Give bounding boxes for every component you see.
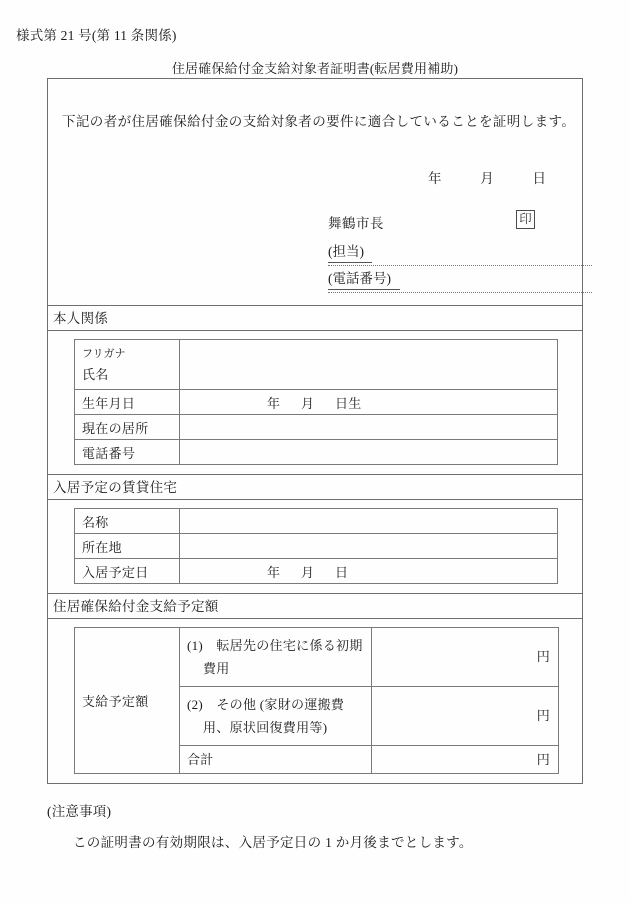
payment-amount-table: [74, 627, 559, 774]
row-label-fullname: 氏名: [82, 367, 109, 382]
amount-item-2-value[interactable]: [372, 687, 559, 746]
amount-total-value[interactable]: [372, 746, 559, 774]
personal-table-wrap: [48, 330, 582, 474]
movein-day: 日: [335, 564, 349, 580]
birthdate-ymd: [187, 393, 557, 412]
amount-item-2-line1: (2) その他 (家財の運搬費: [187, 697, 345, 712]
form-number: 様式第 21 号(第 11 条関係): [16, 28, 177, 43]
housing-info-table: [74, 508, 558, 584]
amount-item-1-label: [180, 628, 372, 687]
row-value-birthdate[interactable]: [180, 390, 558, 415]
amount-total-label: 合計: [180, 746, 372, 774]
section-heading-housing: 入居予定の賃貸住宅: [48, 474, 582, 499]
table-row: [75, 559, 558, 584]
phone-number-leader: [328, 291, 592, 293]
table-row: [75, 440, 558, 465]
movein-month: 月: [301, 564, 315, 580]
issue-date-day: 日: [532, 171, 546, 186]
row-label-kana: フリガナ: [82, 348, 126, 360]
birthdate-month: 月: [301, 395, 315, 411]
issue-date-line: [428, 167, 546, 187]
amount-item-2-label: [180, 687, 372, 746]
section-heading-personal: 本人関係: [48, 305, 582, 330]
birthdate-year: 年: [267, 395, 281, 411]
birthdate-day: 日生: [335, 395, 362, 411]
amount-item-1-value[interactable]: [372, 628, 559, 687]
declaration-text: 下記の者が住居確保給付金の支給対象者の要件に適合していることを証明します。: [62, 114, 576, 129]
row-value-housing-name[interactable]: [180, 509, 558, 534]
notes-title: (注意事項): [47, 804, 112, 819]
notes-block: [47, 800, 587, 851]
movein-year: 年: [267, 564, 281, 580]
amount-group-label: 支給予定額: [75, 628, 180, 774]
row-value-housing-address[interactable]: [180, 534, 558, 559]
personal-info-table: [74, 339, 558, 465]
table-row: [75, 390, 558, 415]
document-title: 住居確保給付金支給対象者証明書(転居費用補助): [171, 61, 459, 76]
issuer-row: [328, 211, 568, 235]
contact-person-label: (担当): [328, 244, 372, 263]
table-row: [75, 628, 559, 687]
seal-stamp-box: 印: [516, 210, 535, 229]
housing-table-wrap: [48, 499, 582, 593]
phone-number-field[interactable]: [328, 271, 592, 293]
amount-item-2-unit: 円: [536, 707, 550, 723]
table-row: [75, 340, 558, 390]
contact-person-field[interactable]: [328, 244, 592, 266]
table-row: [75, 415, 558, 440]
row-label-residence: 現在の居所: [75, 415, 180, 440]
phone-number-label: (電話番号): [328, 271, 400, 290]
amount-item-2-line2: 用、原状回復費用等): [203, 720, 328, 735]
contact-person-leader: [328, 264, 592, 266]
section-heading-amount: 住居確保給付金支給予定額: [48, 593, 582, 618]
amount-table-wrap: [48, 618, 582, 783]
issuer-name: 舞鶴市長: [328, 216, 384, 231]
amount-item-1-line1: (1) 転居先の住宅に係る初期: [187, 638, 363, 653]
table-row: [75, 534, 558, 559]
issue-date-month: 月: [480, 171, 494, 186]
notes-text: この証明書の有効期限は、入居予定日の 1 か月後までとします。: [73, 835, 473, 850]
movein-ymd: [187, 562, 557, 581]
amount-item-1-line2: 費用: [203, 661, 230, 676]
row-label-phone: 電話番号: [75, 440, 180, 465]
row-label-housing-name: 名称: [75, 509, 180, 534]
row-value-movein-date[interactable]: [180, 559, 558, 584]
row-value-phone[interactable]: [180, 440, 558, 465]
row-label-movein-date: 入居予定日: [75, 559, 180, 584]
row-value-residence[interactable]: [180, 415, 558, 440]
row-label-housing-address: 所在地: [75, 534, 180, 559]
amount-total-unit: 円: [536, 752, 550, 767]
row-label-birthdate: 生年月日: [75, 390, 180, 415]
table-row: [75, 509, 558, 534]
amount-item-1-unit: 円: [536, 648, 550, 664]
form-outer-frame: [47, 78, 583, 784]
issue-date-year: 年: [428, 171, 442, 186]
declaration-block: [48, 79, 582, 305]
row-value-name[interactable]: [180, 340, 558, 390]
row-label-name: [75, 340, 180, 390]
